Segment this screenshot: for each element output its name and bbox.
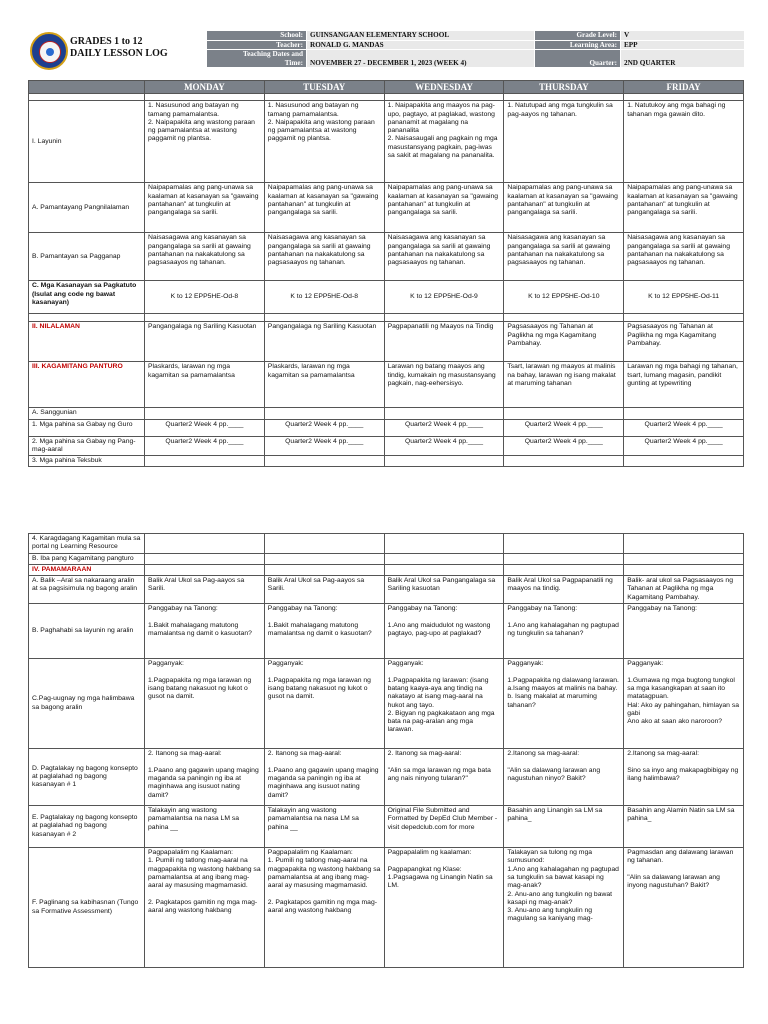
lesson-cell: Quarter2 Week 4 pp.____ — [145, 436, 265, 456]
table-row — [29, 553, 744, 564]
row-label: A. Pamantayang Pangnilalaman — [29, 183, 145, 233]
lesson-cell: Quarter2 Week 4 pp.____ — [504, 419, 624, 436]
dates-label-2: Time: — [284, 58, 303, 67]
table-row — [29, 564, 744, 575]
lesson-cell: Quarter2 Week 4 pp.____ — [264, 419, 384, 436]
day-friday: FRIDAY — [624, 81, 744, 94]
day-wednesday: WEDNESDAY — [384, 81, 504, 94]
table-row — [29, 408, 744, 419]
lesson-table-part-2 — [28, 533, 744, 968]
lesson-cell: Panggabay na Tanong: 1.Ano ang kahalagahan ng pagtupad ng tungkulin sa tahanan? — [504, 604, 624, 659]
lesson-cell: Pagpapalalim ng Kaalaman: 1. Pumili ng tatlong mag-aaral na magpapakita ng wastong hakbang sa pamamalantsa at ang ibang mag-aaral ay masusing magmamasid. 2. Pagkatapos gamitin ng mga mag-aaral ang wastong hakbang — [264, 848, 384, 968]
lesson-cell: 2. Itanong sa mag-aaral: "Alin sa mga larawan ng mga bata ang nais ninyong tularan?" — [384, 749, 504, 806]
table-row — [29, 604, 744, 659]
table-1-body — [29, 101, 744, 467]
lesson-cell: K to 12 EPP5HE-Od-8 — [145, 281, 265, 314]
row-label: 1. Mga pahina sa Gabay ng Guro — [29, 419, 145, 436]
lesson-cell: Naisasagawa ang kasanayan sa pangangalaga sa sarili at gawaing pantahanan na nakakatulong sa pagsasaayos ng tahanan. — [145, 233, 265, 281]
lesson-cell: 2.Itanong sa mag-aaral: "Alin sa dalawang larawan ang nagustuhan ninyo? Bakit? — [504, 749, 624, 806]
lesson-cell: Talakayin ang wastong pamamalantsa na nasa LM sa pahina __ — [264, 806, 384, 848]
lesson-cell — [264, 456, 384, 467]
row-label: A. Sanggunian — [29, 408, 145, 419]
lesson-cell: Pagpapalalim ng kaalaman: Pagpapangkat ng Klase: 1.Pagsagawa ng Linangin Natin sa LM. — [384, 848, 504, 968]
lesson-cell: 1. Natutukoy ang mga bahagi ng tahanan mga gawain dito. — [624, 101, 744, 183]
table-row — [29, 281, 744, 314]
lesson-cell: Larawan ng mga bahagi ng tahanan, tsart, lumang magasin, pandikit gunting at typewriting — [624, 362, 744, 408]
lesson-cell: Pagmasdan ang dalawang larawan ng tahanan. "Alin sa dalawang larawan ang inyong nagustuhan? Bakit? — [624, 848, 744, 968]
lesson-cell: 2. Itanong sa mag-aaral: 1.Paano ang gagawin upang maging maganda sa paningin ng iba at maginhawa ang isusuot nating damit? — [264, 749, 384, 806]
lesson-table-2 — [28, 533, 744, 968]
row-label: III. KAGAMITANG PANTURO — [29, 362, 145, 408]
lesson-cell: Larawan ng batang maayos ang tindig, kumakain ng masustansyang pagkain, nag-eehersisyo. — [384, 362, 504, 408]
lesson-cell: Pangangalaga ng Sariling Kasuotan — [145, 322, 265, 362]
lesson-cell: Panggabay na Tanong: 1.Bakit mahalagang matutong mamalantsa ng damit o kasuotan? — [264, 604, 384, 659]
lesson-cell: Pangangalaga ng Sariling Kasuotan — [264, 322, 384, 362]
lesson-table-part-1 — [28, 80, 744, 467]
lesson-cell — [624, 314, 744, 322]
quarter-label: Quarter: — [535, 50, 621, 68]
lesson-cell: Quarter2 Week 4 pp.____ — [504, 436, 624, 456]
dates-value: NOVEMBER 27 - DECEMBER 1, 2023 (WEEK 4) — [307, 50, 535, 68]
table-row — [29, 806, 744, 848]
lesson-cell: Quarter2 Week 4 pp.____ — [264, 436, 384, 456]
lesson-cell — [504, 314, 624, 322]
lesson-cell: Plaskards, larawan ng mga kagamitan sa pamamalantsa — [264, 362, 384, 408]
lesson-cell — [264, 553, 384, 564]
lesson-cell: Naipapamalas ang pang-unawa sa kaalaman at kasanayan sa "gawaing pantahanan" at tungkulin at pangangalaga sa sarili. — [504, 183, 624, 233]
lesson-cell: Pagpapalalim ng Kaalaman: 1. Pumili ng tatlong mag-aaral na magpapakita ng wastong hakbang sa pamamalantsa at ang ibang mag-aaral ay masusing magmamasid. 2. Pagkatapos gamitin ng mga mag-aaral ang wastong hakbang — [145, 848, 265, 968]
corner-cell — [29, 81, 145, 94]
table-row — [29, 233, 744, 281]
lesson-cell: Balik Aral Ukol sa Pag-aayos sa Sarili. — [264, 576, 384, 604]
lesson-cell: 1. Nasusunod ang batayan ng tamang pamamalantsa. 2. Naipapakita ang wastong paraan ng pamamalantsa at wastong paggamit ng plantsa. — [264, 101, 384, 183]
area-value: EPP — [621, 40, 745, 50]
lesson-cell — [384, 553, 504, 564]
lesson-cell — [264, 534, 384, 554]
row-label: E. Pagtalakay ng bagong konsepto at paglalahad ng bagong kasanayan # 2 — [29, 806, 145, 848]
table-row — [29, 101, 744, 183]
title-line-2: DAILY LESSON LOG — [70, 48, 168, 59]
lesson-cell — [624, 456, 744, 467]
table-row — [29, 362, 744, 408]
area-label: Learning Area: — [535, 40, 621, 50]
row-label — [29, 314, 145, 322]
lesson-cell: Quarter2 Week 4 pp.____ — [384, 436, 504, 456]
lesson-cell: Pagganyak: 1.Pagpapakita ng mga larawan ng isang batang nakasuot ng lukot o gusot na damit. — [264, 659, 384, 749]
lesson-cell — [504, 564, 624, 575]
table-row — [29, 659, 744, 749]
lesson-cell: 1. Nasusunod ang batayan ng tamang pamamalantsa. 2. Naipapakita ang wastong paraan ng pamamalantsa at wastong paggamit ng plantsa. — [145, 101, 265, 183]
grade-label: Grade Level: — [535, 31, 621, 41]
seal-inner-ring — [39, 41, 61, 63]
lesson-cell: K to 12 EPP5HE-Od-10 — [504, 281, 624, 314]
row-label: F. Paglinang sa kabihasnan (Tungo sa Formative Assessment) — [29, 848, 145, 968]
deped-seal-logo — [30, 32, 68, 70]
lesson-cell — [145, 534, 265, 554]
school-label: School: — [207, 31, 307, 41]
table-row — [29, 848, 744, 968]
row-label: B. Pamantayan sa Pagganap — [29, 233, 145, 281]
lesson-cell: Panggabay na Tanong: — [624, 604, 744, 659]
row-label: IV. PAMAMARAAN — [29, 564, 145, 575]
lesson-cell: Naisasagawa ang kasanayan sa pangangalaga sa sarili at gawaing pantahanan na nakakatulong sa pagsasaayos ng tahanan. — [624, 233, 744, 281]
lesson-cell: Naisasagawa ang kasanayan sa pangangalaga sa sarili at gawaing pantahanan na nakakatulong sa pagsasaayos ng tahanan. — [504, 233, 624, 281]
table-row — [29, 436, 744, 456]
day-thursday: THURSDAY — [504, 81, 624, 94]
lesson-cell: Tsart, larawan ng maayos at malinis na bahay, larawan ng isang makalat at maruming tahanan — [504, 362, 624, 408]
seal-center — [46, 48, 54, 56]
lesson-cell: Pagpapanatili ng Maayos na Tindig — [384, 322, 504, 362]
lesson-cell: Plaskards, larawan ng mga kagamitan sa pamamalantsa — [145, 362, 265, 408]
lesson-cell: Naisasagawa ang kasanayan sa pangangalaga sa sarili at gawaing pantahanan na nakakatulong sa pagsasaayos ng tahanan. — [384, 233, 504, 281]
row-label: 2. Mga pahina sa Gabay ng Pang-mag-aaral — [29, 436, 145, 456]
lesson-cell: Quarter2 Week 4 pp.____ — [384, 419, 504, 436]
lesson-cell: Talakayin ang wastong pamamalantsa na nasa LM sa pahina __ — [145, 806, 265, 848]
header-info-table — [206, 30, 745, 68]
row-label: A. Balik –Aral sa nakaraang aralin at sa pagsisimula ng bagong aralin — [29, 576, 145, 604]
title-line-1: GRADES 1 to 12 — [70, 36, 143, 47]
lesson-cell: Pagsasaayos ng Tahanan at Paglikha ng mga Kagamitang Pambahay. — [504, 322, 624, 362]
dates-label — [207, 50, 307, 68]
lesson-cell — [384, 408, 504, 419]
lesson-cell — [384, 564, 504, 575]
lesson-cell: Basahin ang Linangin sa LM sa pahina_ — [504, 806, 624, 848]
lesson-cell — [264, 564, 384, 575]
lesson-cell — [504, 408, 624, 419]
table-row — [29, 314, 744, 322]
quarter-value: 2ND QUARTER — [621, 50, 745, 68]
lesson-cell — [145, 553, 265, 564]
table-row — [29, 534, 744, 554]
lesson-cell: Balik Aral Ukol sa Pag-aayos sa Sarili. — [145, 576, 265, 604]
day-tuesday: TUESDAY — [264, 81, 384, 94]
lesson-cell — [624, 553, 744, 564]
lesson-cell: Naipapamalas ang pang-unawa sa kaalaman at kasanayan sa "gawaing pantahanan" at tungkulin at pangangalaga sa sarili. — [384, 183, 504, 233]
grade-value: V — [621, 31, 745, 41]
lesson-cell: Talakayan sa tulong ng mga sumusunod: 1.Ano ang kahalagahan ng pagtupad sa tungkulin sa bawat kasapi ng mag-anak? 2. Anu-ano ang tungkulin ng bawat kasapi ng mag-anak? 3. Anu-ano ang tungkulin ng magulang sa kaniyang mag- — [504, 848, 624, 968]
day-header-row — [29, 81, 744, 94]
lesson-cell: Naipapamalas ang pang-unawa sa kaalaman at kasanayan sa "gawaing pantahanan" at tungkulin at pangangalaga sa sarili. — [264, 183, 384, 233]
lesson-cell: Pagganyak: 1.Gumawa ng mga bugtong tungkol sa mga kasangkapan at saan ito matatagpuan. Hal: Ako ay pahingahan, himlayan sa gabi Ano ako at saan ako naroroon? — [624, 659, 744, 749]
row-label: C. Mga Kasanayan sa Pagkatuto (Isulat ang code ng bawat kasanayan) — [29, 281, 145, 314]
lesson-cell: Naipapamalas ang pang-unawa sa kaalaman at kasanayan sa "gawaing pantahanan" at tungkulin at pangangalaga sa sarili. — [145, 183, 265, 233]
lesson-cell: Quarter2 Week 4 pp.____ — [624, 419, 744, 436]
table-row — [29, 749, 744, 806]
lesson-cell: Panggabay na Tanong: 1.Ano ang maidudulot ng wastong pagtayo, pag-upo at paglakad? — [384, 604, 504, 659]
lesson-cell — [504, 456, 624, 467]
table-row — [29, 322, 744, 362]
lesson-cell — [264, 314, 384, 322]
lesson-cell: K to 12 EPP5HE-Od-9 — [384, 281, 504, 314]
lesson-cell: Quarter2 Week 4 pp.____ — [624, 436, 744, 456]
lesson-log-header — [28, 30, 744, 74]
lesson-cell: 1. Natutupad ang mga tungkulin sa pag-aayos ng tahanan. — [504, 101, 624, 183]
lesson-cell — [384, 534, 504, 554]
table-row — [29, 419, 744, 436]
lesson-cell: Pagganyak: 1.Pagpapakita ng mga larawan ng isang batang nakasuot ng lukot o gusot na damit. — [145, 659, 265, 749]
school-value: GUINSANGAAN ELEMENTARY SCHOOL — [307, 31, 535, 41]
row-label: B. Paghahabi sa layunin ng aralin — [29, 604, 145, 659]
lesson-cell: Balik Aral Ukol sa Pagpapanatili ng maayos na tindig. — [504, 576, 624, 604]
row-label: 4. Karagdagang Kagamitan mula sa portal ng Learning Resource — [29, 534, 145, 554]
lesson-cell: K to 12 EPP5HE-Od-8 — [264, 281, 384, 314]
teacher-label: Teacher: — [207, 40, 307, 50]
lesson-cell: Quarter2 Week 4 pp.____ — [145, 419, 265, 436]
lesson-cell — [504, 534, 624, 554]
lesson-table-1 — [28, 80, 744, 467]
lesson-cell — [264, 408, 384, 419]
table-2-body — [29, 534, 744, 968]
row-label: 3. Mga pahina Teksbuk — [29, 456, 145, 467]
row-label: II. NILALAMAN — [29, 322, 145, 362]
row-label: I. Layunin — [29, 101, 145, 183]
lesson-cell: Balik Aral Ukol sa Pangangalaga sa Sariling kasuotan — [384, 576, 504, 604]
table-row — [29, 183, 744, 233]
lesson-cell — [145, 564, 265, 575]
lesson-cell — [624, 408, 744, 419]
lesson-cell: Pagganyak: 1.Pagpapakita ng dalawang larawan. a.Isang maayos at malinis na bahay. b. Isang makalat at maruming tahanan? — [504, 659, 624, 749]
lesson-cell: 2.Itanong sa mag-aaral: Sino sa inyo ang makapagbibigay ng ilang halimbawa? — [624, 749, 744, 806]
row-label: C.Pag-uugnay ng mga halimbawa sa bagong aralin — [29, 659, 145, 749]
row-label: B. Iba pang Kagamitang pangturo — [29, 553, 145, 564]
row-label: D. Pagtalakay ng bagong konsepto at paglalahad ng bagong kasanayan # 1 — [29, 749, 145, 806]
table-row — [29, 576, 744, 604]
lesson-cell: Pagsasaayos ng Tahanan at Paglikha ng mga Kagamitang Pambahay. — [624, 322, 744, 362]
lesson-cell: Panggabay na Tanong: 1.Bakit mahalagang matutong mamalantsa ng damit o kasuotan? — [145, 604, 265, 659]
spacer-row — [29, 94, 744, 101]
lesson-cell — [624, 534, 744, 554]
lesson-cell — [145, 456, 265, 467]
lesson-cell: Naipapamalas ang pang-unawa sa kaalaman at kasanayan sa "gawaing pantahanan" at tungkulin at pangangalaga sa sarili. — [624, 183, 744, 233]
lesson-cell: Balik- aral ukol sa Pagsasaayos ng Tahanan at Paglikha ng mga Kagamitang Pambahay. — [624, 576, 744, 604]
day-monday: MONDAY — [145, 81, 265, 94]
lesson-cell — [145, 314, 265, 322]
lesson-cell — [384, 456, 504, 467]
lesson-cell: 2. Itanong sa mag-aaral: 1.Paano ang gagawin upang maging maganda sa paningin ng iba at maginhawa ang isusuot nating damit? — [145, 749, 265, 806]
lesson-cell: K to 12 EPP5HE-Od-11 — [624, 281, 744, 314]
lesson-cell — [384, 314, 504, 322]
lesson-cell — [145, 408, 265, 419]
lesson-cell: Naisasagawa ang kasanayan sa pangangalaga sa sarili at gawaing pantahanan na nakakatulong sa pagsasaayos ng tahanan. — [264, 233, 384, 281]
lesson-cell — [504, 553, 624, 564]
lesson-cell — [624, 564, 744, 575]
lesson-cell: Basahin ang Alamin Natin sa LM sa pahina_ — [624, 806, 744, 848]
document-title — [70, 36, 168, 60]
table-row — [29, 456, 744, 467]
lesson-cell: Original File Submitted and Formatted by DepEd Club Member - visit depedclub.com for more — [384, 806, 504, 848]
lesson-cell: 1. Naipapakita ang maayos na pag-upo, pagtayo, at paglakad, wastong pananamit at magalang na pananalita 2. Naisasaugali ang pagkain ng mga masustansyang pagkain, pag-iwas sa sakit at magalang na pananalita. — [384, 101, 504, 183]
teacher-value: RONALD G. MANDAS — [307, 40, 535, 50]
lesson-cell: Pagganyak: 1.Pagpapakita ng larawan: (isang batang kaaya-aya ang tindig na nakatayo at isang mag-aaral na hukot ang tayo. 2. Bigyan ng pagkakataon ang mga bata na pag-aralan ang mga larawan. — [384, 659, 504, 749]
dates-label-1: Teaching Dates and — [242, 50, 303, 58]
